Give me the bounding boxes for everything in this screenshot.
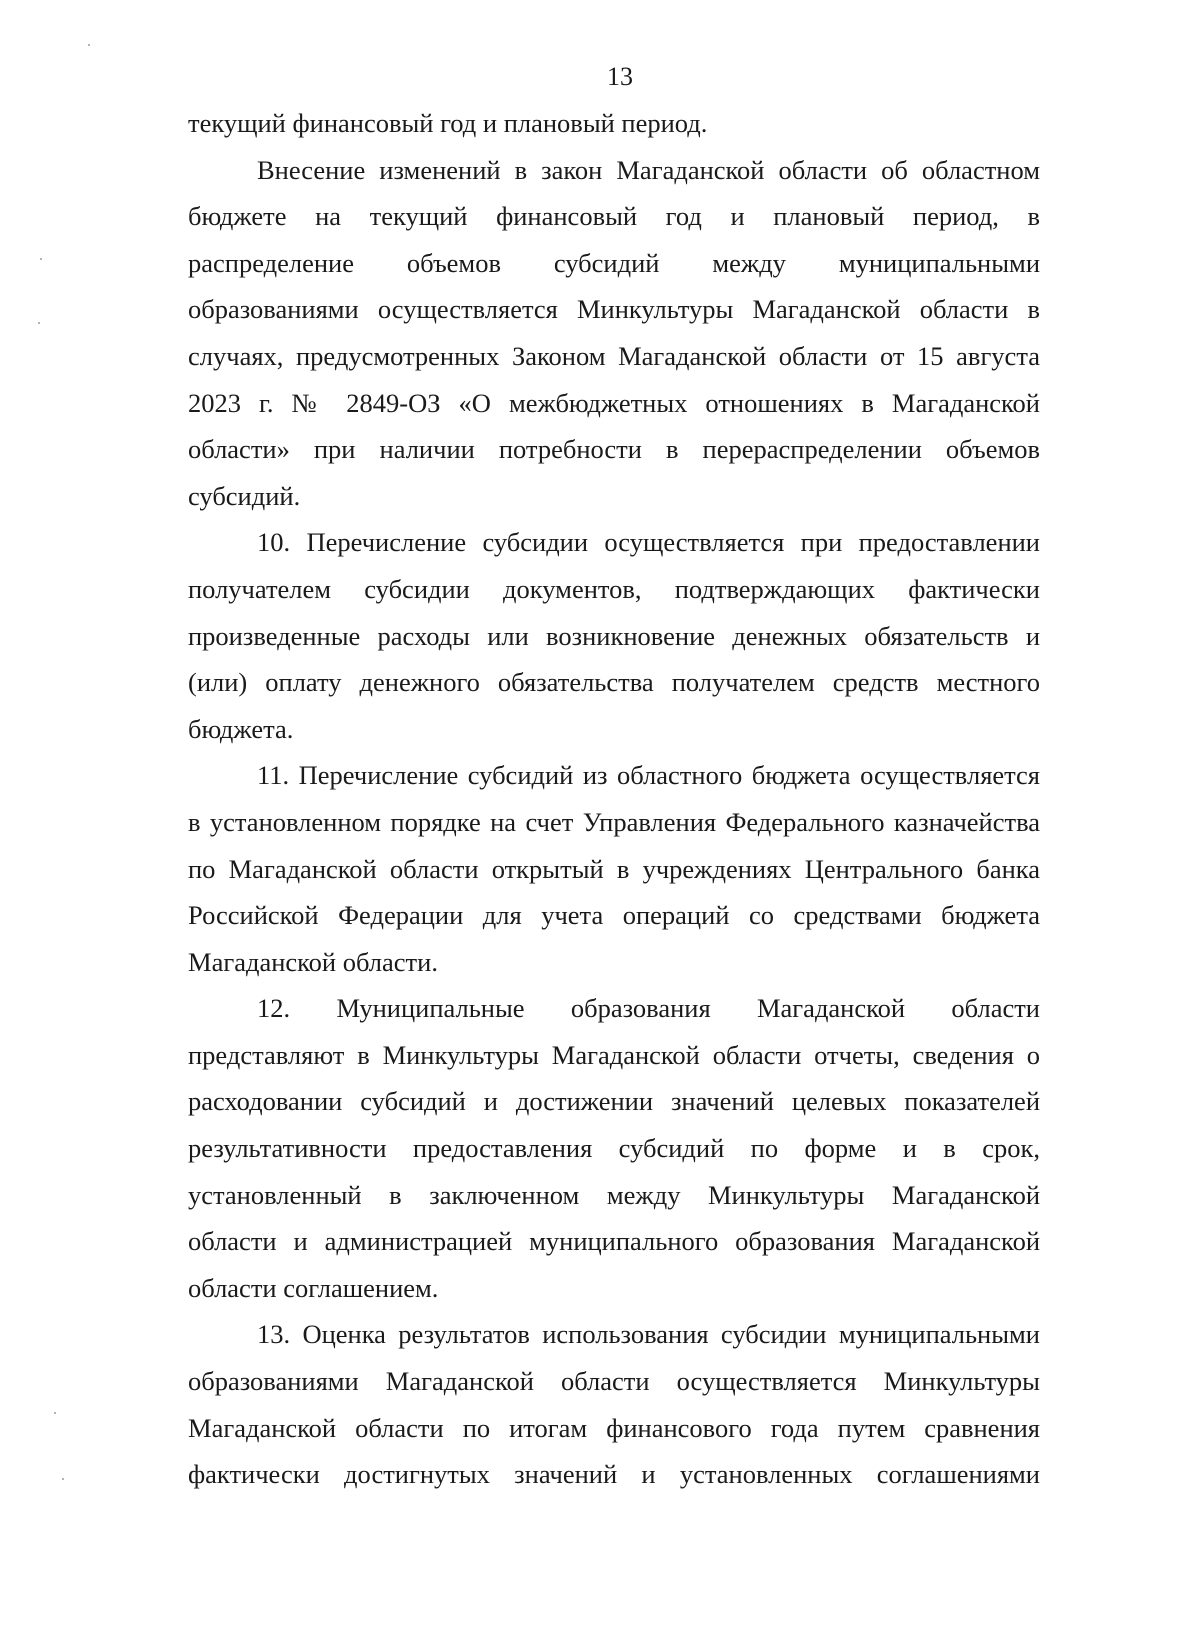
- text-line: результативности предоставления субсидий по форме и в срок,: [188, 1133, 1040, 1164]
- text-line: (или) оплату денежного обязательства получателем средств местного: [188, 667, 1040, 698]
- text-line: 11. Перечисление субсидий из областного бюджета осуществляется: [257, 760, 1040, 791]
- scan-speck: [54, 1412, 56, 1414]
- text-line: Магаданской области.: [188, 946, 438, 977]
- text-line: субсидий.: [188, 480, 301, 511]
- scan-speck: [40, 258, 42, 260]
- text-line: 10. Перечисление субсидии осуществляется при предоставлении: [257, 527, 1040, 558]
- text-line: Магаданской области по итогам финансового года путем сравнения: [188, 1412, 1040, 1443]
- text-line: области соглашением.: [188, 1272, 439, 1303]
- text-line: Российской Федерации для учета операций со средствами бюджета: [188, 900, 1040, 931]
- paragraph-13: [188, 1311, 1040, 1497]
- document-body: [188, 100, 1040, 1498]
- scan-speck: [62, 1478, 64, 1480]
- text-line: Внесение изменений в закон Магаданской области об областном: [257, 154, 1040, 185]
- paragraph-amendments: [188, 147, 1040, 520]
- text-line: фактически достигнутых значений и установленных соглашениями: [188, 1459, 1040, 1490]
- text-line: случаях, предусмотренных Законом Магаданской области от 15 августа: [188, 340, 1040, 371]
- page-number: 13: [607, 62, 633, 91]
- text-line: бюджета.: [188, 713, 294, 744]
- scan-speck: [38, 322, 40, 324]
- text-line: представляют в Минкультуры Магаданской области отчеты, сведения о: [188, 1039, 1040, 1070]
- paragraph-12: [188, 985, 1040, 1311]
- scan-speck: [88, 44, 90, 46]
- paragraph-10: [188, 519, 1040, 752]
- text-line: в установленном порядке на счет Управления Федерального казначейства: [188, 806, 1040, 837]
- text-line: образованиями Магаданской области осуществляется Минкультуры: [188, 1366, 1040, 1397]
- paragraph-continuation: [188, 100, 1040, 147]
- text-line: произведенные расходы или возникновение денежных обязательств и: [188, 620, 1040, 651]
- text-line: 2023 г. № 2849-ОЗ «О межбюджетных отношениях в Магаданской: [188, 387, 1040, 418]
- text-line: получателем субсидии документов, подтверждающих фактически: [188, 573, 1040, 604]
- text-line: области» при наличии потребности в перераспределении объемов: [188, 434, 1040, 465]
- text-line: распределение объемов субсидий между муниципальными: [188, 247, 1040, 278]
- text-line: 13. Оценка результатов использования субсидии муниципальными: [257, 1319, 1040, 1350]
- text-line: 12. Муниципальные образования Магаданской области: [257, 993, 1040, 1024]
- text-line: установленный в заключенном между Минкультуры Магаданской: [188, 1179, 1040, 1210]
- text-line: расходовании субсидий и достижении значений целевых показателей: [188, 1086, 1040, 1117]
- paragraph-11: [188, 752, 1040, 985]
- text-line: области и администрацией муниципального образования Магаданской: [188, 1226, 1040, 1257]
- text-line: образованиями осуществляется Минкультуры Магаданской области в: [188, 294, 1040, 325]
- text-line: текущий финансовый год и плановый период.: [188, 108, 708, 138]
- text-line: по Магаданской области открытый в учреждениях Центрального банка: [188, 853, 1040, 884]
- text-line: бюджете на текущий финансовый год и плановый период, в: [188, 201, 1040, 232]
